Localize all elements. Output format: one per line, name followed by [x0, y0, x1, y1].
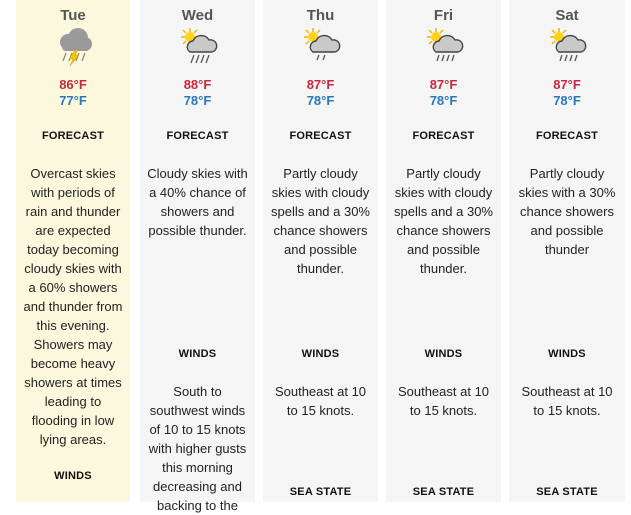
day-column-fri: [386, 0, 501, 502]
winds-text: Southeast at 10 to 15 knots.: [274, 384, 367, 418]
winds-text: Southeast at 10 to 15 knots.: [521, 384, 613, 418]
winds-label: WINDS: [54, 470, 92, 482]
winds-label: WINDS: [301, 348, 340, 360]
forecast-text: Partly cloudy skies with a 30% chance showers and possible thunder: [518, 166, 616, 257]
forecast-label: FORECAST: [535, 130, 599, 142]
low-temp: 78°F: [306, 93, 335, 108]
day-name: Wed: [181, 7, 214, 24]
forecast-label: FORECAST: [412, 130, 475, 142]
day-column-wed: [140, 0, 255, 513]
sea-state-label: SEA STATE: [412, 486, 475, 498]
sun-cloud-rain-icon: [547, 26, 589, 66]
forecast-label: FORECAST: [41, 130, 105, 142]
sun-cloud-rain-icon: [178, 26, 220, 66]
forecast-text: Cloudy skies with a 40% chance of showers and possible thunder.: [147, 166, 248, 238]
day-column-thu: [263, 0, 378, 502]
high-temp: 86°F: [59, 77, 87, 92]
high-temp: 87°F: [429, 77, 458, 92]
forecast-text: Partly cloudy skies with cloudy spells and a 30% chance showers and possible thunder.: [270, 166, 370, 276]
forecast-label: FORECAST: [289, 130, 352, 142]
day-name: Thu: [306, 7, 335, 24]
forecast-text: Overcast skies with periods of rain and thunder are expected today becoming cloudy skies with a 60% showers and thunder from this evening. Showers may become heavy showers at times leading to flooding in low lying areas.: [23, 166, 123, 447]
sea-state-label: SEA STATE: [289, 486, 352, 498]
sea-state-label: SEA STATE: [536, 486, 598, 498]
day-name: Fri: [433, 7, 454, 24]
forecast-label: FORECAST: [166, 130, 229, 142]
sun-cloud-rain-icon: [424, 26, 466, 66]
winds-label: WINDS: [178, 348, 217, 360]
day-name: Tue: [60, 7, 86, 24]
sun-cloud-rain-icon: [301, 26, 343, 66]
high-temp: 87°F: [553, 77, 581, 92]
forecast-text: Partly cloudy skies with cloudy spells and a 30% chance showers and possible thunder.: [393, 166, 493, 276]
high-temp: 87°F: [306, 77, 335, 92]
day-name: Sat: [555, 7, 579, 24]
high-temp: 88°F: [183, 77, 212, 92]
day-column-sat: [509, 0, 625, 502]
winds-text: South to southwest winds of 10 to 15 knots with higher gusts this morning decreasing and backing to the: [148, 384, 247, 513]
day-column-tue: [16, 0, 130, 502]
low-temp: 78°F: [429, 93, 458, 108]
low-temp: 78°F: [183, 93, 212, 108]
thunderstorm-icon: [54, 26, 96, 66]
low-temp: 78°F: [553, 93, 581, 108]
winds-label: WINDS: [424, 348, 463, 360]
low-temp: 77°F: [59, 93, 87, 108]
winds-label: WINDS: [548, 348, 586, 360]
winds-text: Southeast at 10 to 15 knots.: [397, 384, 490, 418]
